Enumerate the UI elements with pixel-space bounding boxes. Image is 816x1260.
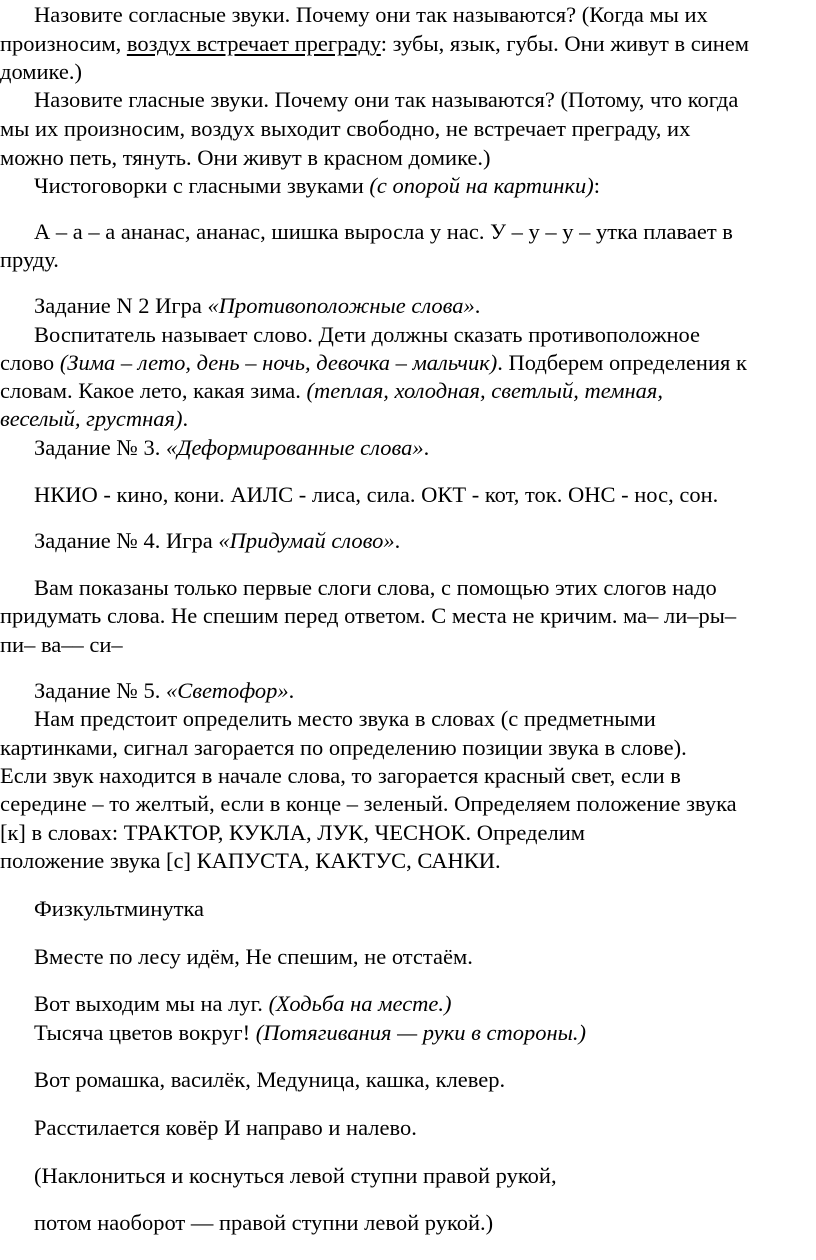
text-line (0, 349, 747, 377)
text-segment: А – а – а ананас, ананас, шишка выросла у нас. У – у – у – утка плавает в (34, 219, 733, 244)
text-segment: [к] в словах: ТРАКТОР, КУКЛА, ЛУК, ЧЕСНОК. Определим (0, 820, 585, 845)
text-line (0, 377, 663, 405)
text-segment: произносим, (0, 31, 127, 56)
text-line (34, 218, 733, 246)
text-segment: Назовите согласные звуки. Почему они так называются? (Когда мы их (34, 2, 708, 27)
italic-segment: (с опорой на картинки) (369, 173, 594, 198)
text-segment: середине – то желтый, если в конце – зеленый. Определяем положение звука (0, 791, 737, 816)
text-segment: Вместе по лесу идём, Не спешим, не отстаём. (34, 944, 473, 969)
text-segment: картинками, сигнал загорается по определению позиции звука в слове). (0, 735, 687, 760)
italic-segment: веселый, грустная) (0, 406, 183, 431)
text-line (34, 1019, 586, 1047)
text-segment: можно петь, тянуть. Они живут в красном домике.) (0, 145, 491, 170)
text-segment: Задание № 5. (34, 678, 166, 703)
text-line (34, 434, 429, 462)
text-segment: мы их произносим, воздух выходит свободно, не встречает преграду, их (0, 116, 691, 141)
text-segment: : (593, 173, 600, 198)
text-line (34, 1209, 493, 1237)
italic-segment: (Потягивания — руки в стороны.) (255, 1020, 586, 1045)
text-segment: слово (0, 350, 60, 375)
text-segment: Физкультминутка (34, 896, 205, 921)
text-line (34, 1162, 557, 1190)
text-segment: Воспитатель называет слово. Дети должны сказать противоположное (34, 322, 701, 347)
text-segment: положение звука [с] КАПУСТА, КАКТУС, САНКИ. (0, 848, 501, 873)
text-line (34, 705, 656, 733)
text-line (0, 30, 749, 58)
text-segment: словам. Какое лето, какая зима. (0, 378, 307, 403)
text-segment: Если звук находится в начале слова, то загорается красный свет, если в (0, 763, 681, 788)
text-line (0, 602, 736, 630)
italic-segment: (теплая, холодная, светлый, темная, (306, 378, 663, 403)
text-line (34, 677, 294, 705)
text-line (34, 1, 708, 29)
italic-segment: (Ходьба на месте.) (268, 991, 452, 1016)
text-segment: Тысяча цветов вокруг! (34, 1020, 256, 1045)
text-line (0, 819, 585, 847)
italic-segment: (Зима – лето, день – ночь, девочка – мальчик) (59, 350, 498, 375)
underlined-segment: воздух встречает преграду (126, 31, 381, 56)
text-line (0, 58, 82, 86)
text-segment: пи– ва–– си– (0, 632, 123, 657)
text-segment: Задание № 4. Игра (34, 528, 219, 553)
text-segment: . (423, 435, 430, 460)
text-segment: Вот выходим мы на луг. (34, 991, 269, 1016)
text-line (0, 734, 687, 762)
text-line (34, 321, 700, 349)
italic-segment: «Противоположные слова» (207, 293, 475, 318)
text-line (34, 481, 718, 509)
text-line (34, 292, 480, 320)
text-line (34, 86, 738, 114)
text-segment: потом наоборот — правой ступни левой рукой.) (34, 1210, 494, 1235)
text-segment: Нам предстоит определить место звука в словах (с предметными (34, 706, 656, 731)
text-line (0, 115, 690, 143)
text-segment: . (394, 528, 401, 553)
text-line (34, 1114, 417, 1142)
text-segment: Вам показаны только первые слоги слова, с помощью этих слогов надо (34, 575, 717, 600)
text-segment: . (288, 678, 295, 703)
italic-segment: «Светофор» (165, 678, 289, 703)
text-segment: Вот ромашка, василёк, Медуница, кашка, клевер. (34, 1067, 506, 1092)
text-segment: (Наклониться и коснуться левой ступни правой рукой, (34, 1163, 557, 1188)
text-line (34, 574, 717, 602)
text-segment: пруду. (0, 247, 59, 272)
text-line (0, 144, 491, 172)
text-segment: домике.) (0, 59, 83, 84)
text-segment: Задание N 2 Игра (34, 293, 208, 318)
italic-segment: «Деформированные слова» (165, 435, 424, 460)
text-line (34, 172, 600, 200)
text-line (0, 847, 501, 875)
text-line (0, 246, 59, 274)
text-line (34, 1066, 505, 1094)
italic-segment: «Придумай слово» (218, 528, 395, 553)
text-segment: НКИО - кино, кони. АИЛС - лиса, сила. ОКТ - кот, ток. ОНС - нос, сон. (34, 482, 719, 507)
text-segment: Назовите гласные звуки. Почему они так называются? (Потому, что когда (34, 87, 739, 112)
text-segment: : зубы, язык, губы. Они живут в синем (380, 31, 750, 56)
text-line (34, 895, 204, 923)
text-line (0, 405, 188, 433)
text-segment: придумать слова. Не спешим перед ответом. С места не кричим. ма– ли–ры– (0, 603, 737, 628)
text-line (0, 762, 681, 790)
text-line (0, 631, 123, 659)
text-segment: Задание № 3. (34, 435, 166, 460)
text-line (34, 990, 452, 1018)
text-line (34, 943, 473, 971)
text-segment: Расстилается ковёр И направо и налево. (34, 1115, 417, 1140)
text-segment: . Подберем определения к (497, 350, 747, 375)
text-segment: Чистоговорки с гласными звуками (34, 173, 370, 198)
text-segment: . (182, 406, 189, 431)
text-line (0, 790, 737, 818)
text-segment: . (474, 293, 481, 318)
text-line (34, 527, 400, 555)
